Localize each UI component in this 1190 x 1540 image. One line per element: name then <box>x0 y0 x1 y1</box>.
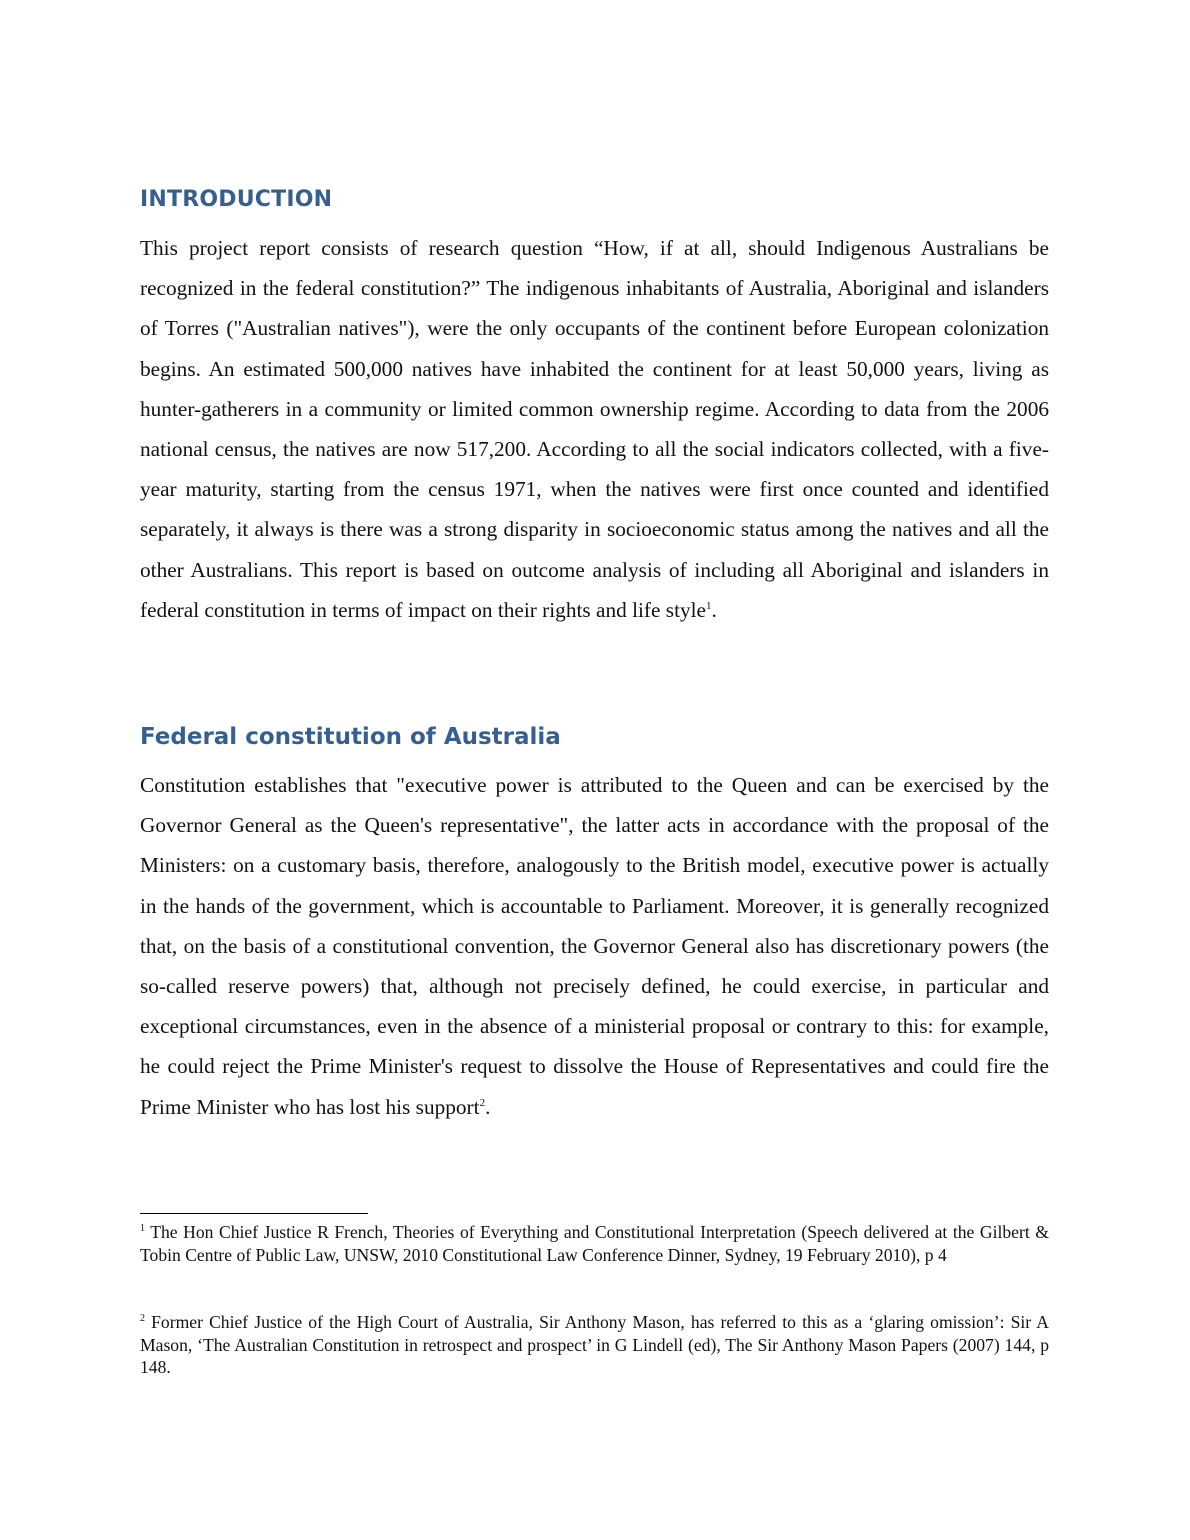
footnote-reference-2[interactable]: 2 <box>479 1096 486 1109</box>
federal-constitution-paragraph-end: . <box>485 1094 491 1119</box>
introduction-paragraph <box>140 228 1049 630</box>
footnote-1 <box>140 1221 1049 1266</box>
section-heading-introduction: INTRODUCTION <box>140 187 333 212</box>
footnote-1-text: The Hon Chief Justice R French, Theories of Everything and Constitutional Interpretation (Speech delivered at the Gilbert & Tobin Centre of Public Law, UNSW, 2010 Constitutional Law Conference Dinner, Sydney, 19 February 2010), p 4 <box>140 1222 1049 1265</box>
federal-constitution-paragraph-text: Constitution establishes that "executive power is attributed to the Queen and can be exercised by the Governor General as the Queen's representative", the latter acts in accordance with the proposal of the Ministers: on a customary basis, therefore, analogously to the British model, executive power is actually in the hands of the government, which is accountable to Parliament. Moreover, it is generally recognized that, on the basis of a constitutional convention, the Governor General also has discretionary powers (the so-called reserve powers) that, although not precisely defined, he could exercise, in particular and exceptional circumstances, even in the absence of a ministerial proposal or contrary to this: for example, he could reject the Prime Minister's request to dissolve the House of Representatives and could fire the Prime Minister who has lost his support <box>140 773 1049 1119</box>
federal-constitution-paragraph <box>140 765 1049 1127</box>
introduction-paragraph-text: This project report consists of research question “How, if at all, should Indigenous Australians be recognized in the federal constitution?” The indigenous inhabitants of Australia, Aboriginal and islanders of Torres ("Australian natives"), were the only occupants of the continent before European colonization begins. An estimated 500,000 natives have inhabited the continent for at least 50,000 years, living as hunter-gatherers in a community or limited common ownership regime. According to data from the 2006 national census, the natives are now 517,200. According to all the social indicators collected, with a five-year maturity, starting from the census 1971, when the natives were first once counted and identified separately, it always is there was a strong disparity in socioeconomic status among the natives and all the other Australians. This report is based on outcome analysis of including all Aboriginal and islanders in federal constitution in terms of impact on their rights and life style <box>140 236 1049 622</box>
footnote-number-2: 2 <box>140 1313 145 1325</box>
footnote-separator-rule <box>140 1213 368 1214</box>
introduction-paragraph-end: . <box>711 597 717 622</box>
footnote-reference-1[interactable]: 1 <box>706 599 712 612</box>
section-heading-federal-constitution: Federal constitution of Australia <box>140 724 561 750</box>
footnote-number-1: 1 <box>140 1223 145 1235</box>
footnote-2 <box>140 1311 1049 1379</box>
footnote-2-text: Former Chief Justice of the High Court of Australia, Sir Anthony Mason, has referred to this as a ‘glaring omission’: Sir A Mason, ‘The Australian Constitution in retrospect and prospect’ in G Lindell (ed), The Sir Anthony Mason Papers (2007) 144, p 148. <box>140 1312 1050 1377</box>
